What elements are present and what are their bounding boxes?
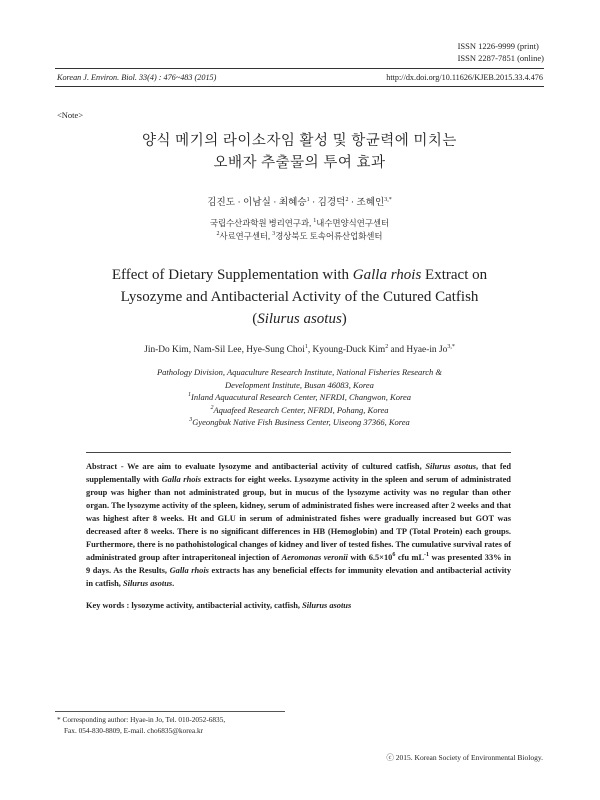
affiliation-sup: 3 [272, 231, 276, 238]
abstract-species: Aeromonas veronii [281, 553, 348, 562]
korean-author-group: · 김경덕 [309, 197, 346, 208]
affiliation-sup: 1 [188, 392, 192, 399]
abstract-run: cfu mL [395, 553, 425, 562]
keywords-species: Silurus asotus [302, 601, 352, 610]
abstract-run: . [172, 579, 175, 588]
english-title-line2: Lysozyme and Antibacterial Activity of the Cutured Catfish [120, 289, 479, 305]
footnote-rule [55, 711, 285, 712]
affiliation-sup: 1 [313, 218, 317, 225]
english-affiliations [55, 366, 544, 429]
footnote-line2: Fax. 054-830-8809, E-mail. cho6835@korea.kr [64, 725, 204, 735]
english-title-line3 [55, 308, 544, 330]
abstract-run: with 6.5×10 [347, 553, 393, 562]
english-author-group: Jin-Do Kim, Nam-Sil Lee, Hye-Sung Choi [144, 345, 305, 355]
korean-author-sup: 3,* [384, 196, 392, 203]
abstract-sup: -1 [424, 552, 430, 559]
abstract-text [86, 453, 511, 590]
abstract-section [86, 452, 511, 610]
korean-author-group: · 조혜인 [348, 197, 385, 208]
english-title-text: Extract on [421, 267, 488, 283]
english-affiliation-line2: Development Institute, Busan 46083, Korea [225, 379, 374, 390]
doi-link[interactable]: http://dx.doi.org/10.11626/KJEB.2015.33.4.476 [386, 73, 543, 82]
english-affiliation-text: Inland Aquacutural Research Center, NFRDI, Changwon, Korea [191, 392, 411, 402]
korean-affiliation-text: 내수면양식연구센터 [316, 219, 390, 228]
korean-title-line2: 오배자 추출물의 투여 효과 [213, 155, 386, 171]
abstract-run: extracts for eight weeks. Lysozyme activity in the spleen and serum of administrated group was higher than not administrated group, but in mucus of the lysozyme activity was no regular than other organ. The lysozyme activity of the spleen, kidney, serum of administrated fishes were increased after 2 weeks and that was highest after 8 weeks. Ht and GLU in serum of administrated fishes were gradually increased but GOT was decreased after 8 weeks. There is no significant differences in HB (Hemoglobin) and TP (Total Protein) each groups. Furthermore, there is no pathohistological changes of kidney and liver of tested fishes. The cumulative survival rates of administrated group after intraperitoneal injection of [86, 475, 511, 562]
korean-author-sup: 1 [306, 196, 310, 203]
english-author-group: and Hyae-in Jo [388, 345, 448, 355]
korean-affiliation-text: 국립수산과학원 병리연구과, [209, 219, 314, 228]
abstract-run: , that fed supplementally with [86, 462, 512, 484]
korean-title-line1: 양식 메기의 라이소자임 활성 및 항균력에 미치는 [142, 133, 457, 149]
affiliation-sup: 2 [210, 404, 214, 411]
abstract-species: Silurus asotus [123, 579, 173, 588]
issn-online: ISSN 2287-7851 (online) [457, 53, 544, 63]
korean-authors [55, 194, 544, 208]
english-author-sup: 2 [385, 343, 389, 350]
korean-title [55, 130, 544, 174]
footnote-line1: * Corresponding author: Hyae-in Jo, Tel. 010-2052-6835, [57, 715, 226, 724]
english-affiliation-text: Aquafeed Research Center, NFRDI, Pohang, Korea [213, 404, 389, 415]
keywords-text: lysozyme activity, antibacterial activity, catfish, [131, 601, 303, 610]
abstract-species: Galla rhois [161, 475, 201, 484]
korean-affiliation-line2 [55, 230, 544, 243]
affiliation-sup: 3 [189, 417, 193, 424]
english-affiliation-line3 [55, 391, 544, 404]
abstract-sup: 6 [392, 552, 396, 559]
copyright: ⓒ 2015. Korean Society of Environmental Biology. [386, 753, 543, 762]
english-title-species: Silurus asotus [257, 311, 342, 327]
english-affiliation-text: Gyeongbuk Native Fish Business Center, Uiseong 37366, Korea [192, 417, 410, 427]
english-title-text: Effect of Dietary Supplementation with [111, 267, 353, 283]
header-top-rule [55, 68, 544, 69]
corresponding-author-footnote [57, 715, 225, 736]
english-affiliation-line5 [55, 416, 544, 429]
korean-author-group: 김진도 · 이남실 · 최혜승 [207, 197, 307, 208]
korean-affiliations [55, 217, 544, 243]
korean-affiliation-text: 사료연구센터, [219, 232, 273, 241]
abstract-run: Abstract - We are aim to evaluate lysozyme and antibacterial activity of cultured catfish, [86, 462, 426, 471]
english-title-text: ) [341, 311, 347, 327]
abstract-species: Silurus asotus [425, 462, 477, 471]
english-title-species: Galla rhois [352, 267, 422, 283]
english-title [55, 264, 544, 330]
korean-affiliation-text: 경상북도 토속어류산업화센터 [275, 232, 383, 241]
keywords [86, 601, 511, 610]
abstract-species: Galla rhois [169, 566, 209, 575]
english-author-sup: 1 [304, 343, 308, 350]
korean-affiliation-line1 [55, 217, 544, 230]
korean-author-sup: 2 [345, 196, 349, 203]
english-title-line1 [55, 264, 544, 286]
english-affiliation-line1: Pathology Division, Aquaculture Research Institute, National Fisheries Research & [156, 367, 443, 377]
issn-block [458, 40, 544, 64]
article-type: <Note> [57, 110, 84, 120]
affiliation-sup: 2 [216, 231, 220, 238]
abstract-run: extracts has any beneficial effects for immunity elevation and antibacterial activity in catfish, [86, 566, 512, 588]
english-author-group: , Kyoung-Duck Kim [307, 345, 386, 355]
issn-print: ISSN 1226-9999 (print) [457, 41, 539, 51]
english-title-text: ( [252, 311, 258, 327]
english-author-sup: 3,* [447, 343, 455, 350]
english-affiliation-line4 [55, 404, 544, 417]
header-bottom-rule [55, 86, 544, 87]
english-authors [55, 345, 544, 355]
journal-citation: Korean J. Environ. Biol. 33(4) : 476~483 (2015) [57, 73, 217, 82]
abstract-run: was presented 33% in 9 days. As the Results, [86, 553, 511, 575]
keywords-label: Key words : [86, 601, 132, 610]
